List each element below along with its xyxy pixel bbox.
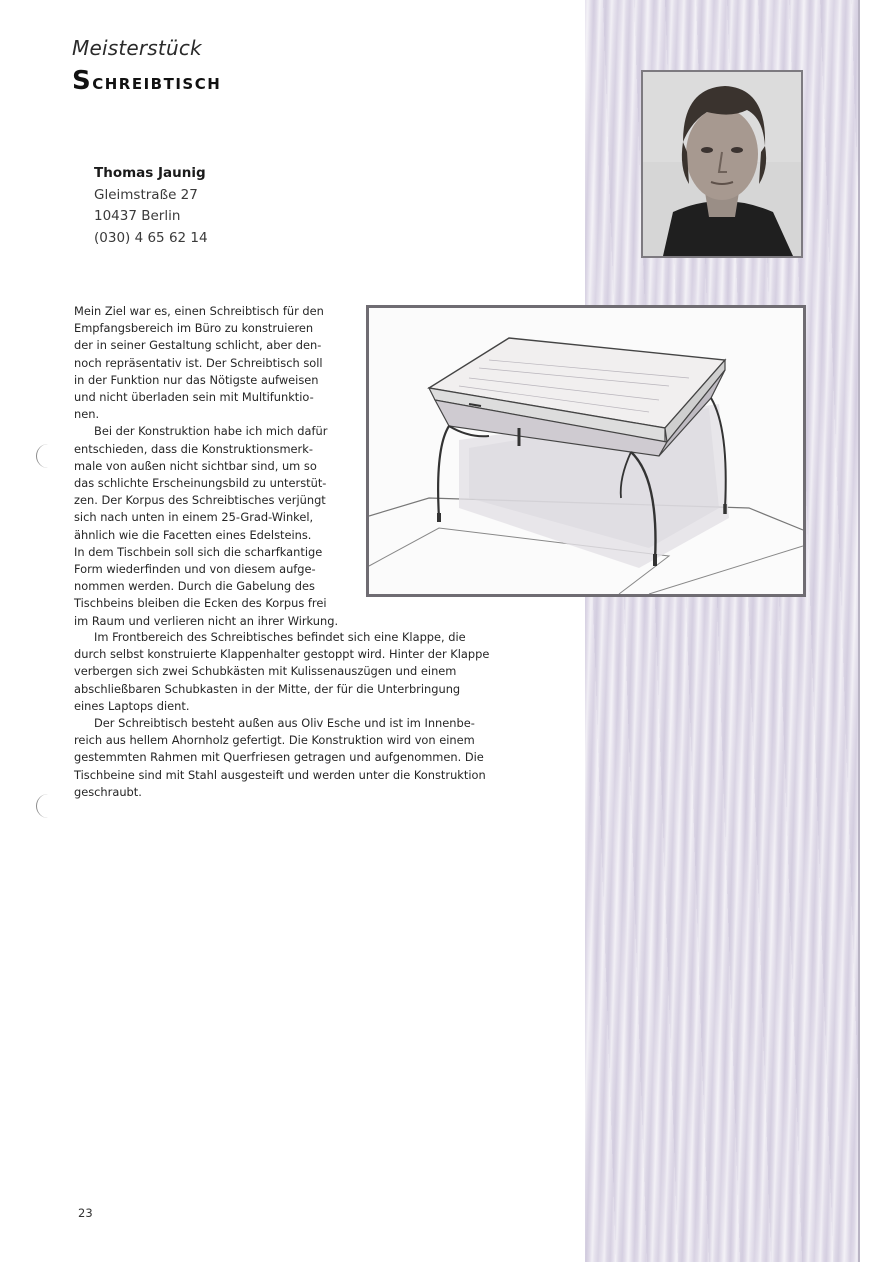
text-line: In dem Tischbein soll sich die scharfkantige (74, 544, 323, 559)
text-line: Tischbeine sind mit Stahl ausgesteift und werden unter die Konstruktion (74, 767, 486, 782)
author-phone: (030) 4 65 62 14 (94, 229, 208, 246)
text-line: sich nach unten in einem 25-Grad-Winkel, (74, 510, 314, 525)
kicker-text: Meisterstück (72, 36, 202, 60)
text-line: nommen werden. Durch die Gabelung des (74, 579, 315, 594)
portrait-photo (641, 70, 803, 258)
text-line: noch repräsentativ ist. Der Schreibtisch soll (74, 355, 323, 370)
page-title (72, 66, 221, 96)
text-line: ähnlich wie die Facetten eines Edelsteins. (74, 527, 312, 542)
text-line: und nicht überladen sein mit Multifunktio- (74, 390, 314, 405)
text-line: im Raum und verlieren nicht an ihrer Wirkung. (74, 613, 339, 628)
body-text-wide-column (74, 629, 534, 801)
text-line: gestemmten Rahmen mit Querfriesen getragen und aufgenommen. Die (74, 750, 484, 765)
text-line: abschließbaren Schubkasten in der Mitte, der für die Unterbringung (74, 681, 461, 696)
author-street: Gleimstraße 27 (94, 186, 198, 203)
text-line: Im Frontbereich des Schreibtisches befindet sich eine Klappe, die (94, 630, 466, 644)
portrait-illustration (643, 72, 801, 256)
desk-sketch-illustration (369, 308, 803, 594)
text-line: geschraubt. (74, 784, 142, 799)
text-line: eines Laptops dient. (74, 698, 190, 713)
text-line: Empfangsbereich im Büro zu konstruieren (74, 321, 314, 336)
text-line: Der Schreibtisch besteht außen aus Oliv Esche und ist im Innenbe- (94, 716, 475, 731)
text-line: Mein Ziel war es, einen Schreibtisch für den (74, 304, 324, 318)
text-line: der in seiner Gestaltung schlicht, aber den- (74, 338, 322, 353)
text-line: das schlichte Erscheinungsbild zu unterstüt- (74, 476, 327, 491)
text-line: durch selbst konstruierte Klappenhalter gestoppt wird. Hinter der Klappe (74, 647, 490, 662)
desk-sketch-frame (366, 305, 806, 597)
page-title-text: Schreibtisch (72, 66, 222, 96)
text-line: zen. Der Korpus des Schreibtisches verjüngt (74, 493, 326, 508)
body-text-narrow-column (74, 303, 364, 630)
author-block (94, 163, 208, 249)
author-name: Thomas Jaunig (94, 165, 206, 181)
text-line: in der Funktion nur das Nötigste aufweisen (74, 372, 319, 387)
text-line: nen. (74, 407, 100, 422)
text-line: Tischbeins bleiben die Ecken des Korpus frei (74, 596, 327, 611)
punch-hole-mark (36, 794, 51, 818)
text-line: Form wiederfinden und von diesem aufge- (74, 562, 316, 577)
page-margin-right (860, 0, 892, 1262)
text-line: entschieden, dass die Konstruktionsmerk- (74, 441, 313, 456)
text-line: reich aus hellem Ahornholz gefertigt. Die Konstruktion wird von einem (74, 733, 475, 748)
page-number: 23 (78, 1206, 93, 1220)
text-line: verbergen sich zwei Schubkästen mit Kulissenauszügen und einem (74, 664, 457, 679)
punch-hole-mark (36, 444, 51, 468)
text-line: male von außen nicht sichtbar sind, um so (74, 458, 317, 473)
author-city: 10437 Berlin (94, 208, 181, 224)
text-line: Bei der Konstruktion habe ich mich dafür (94, 424, 328, 439)
